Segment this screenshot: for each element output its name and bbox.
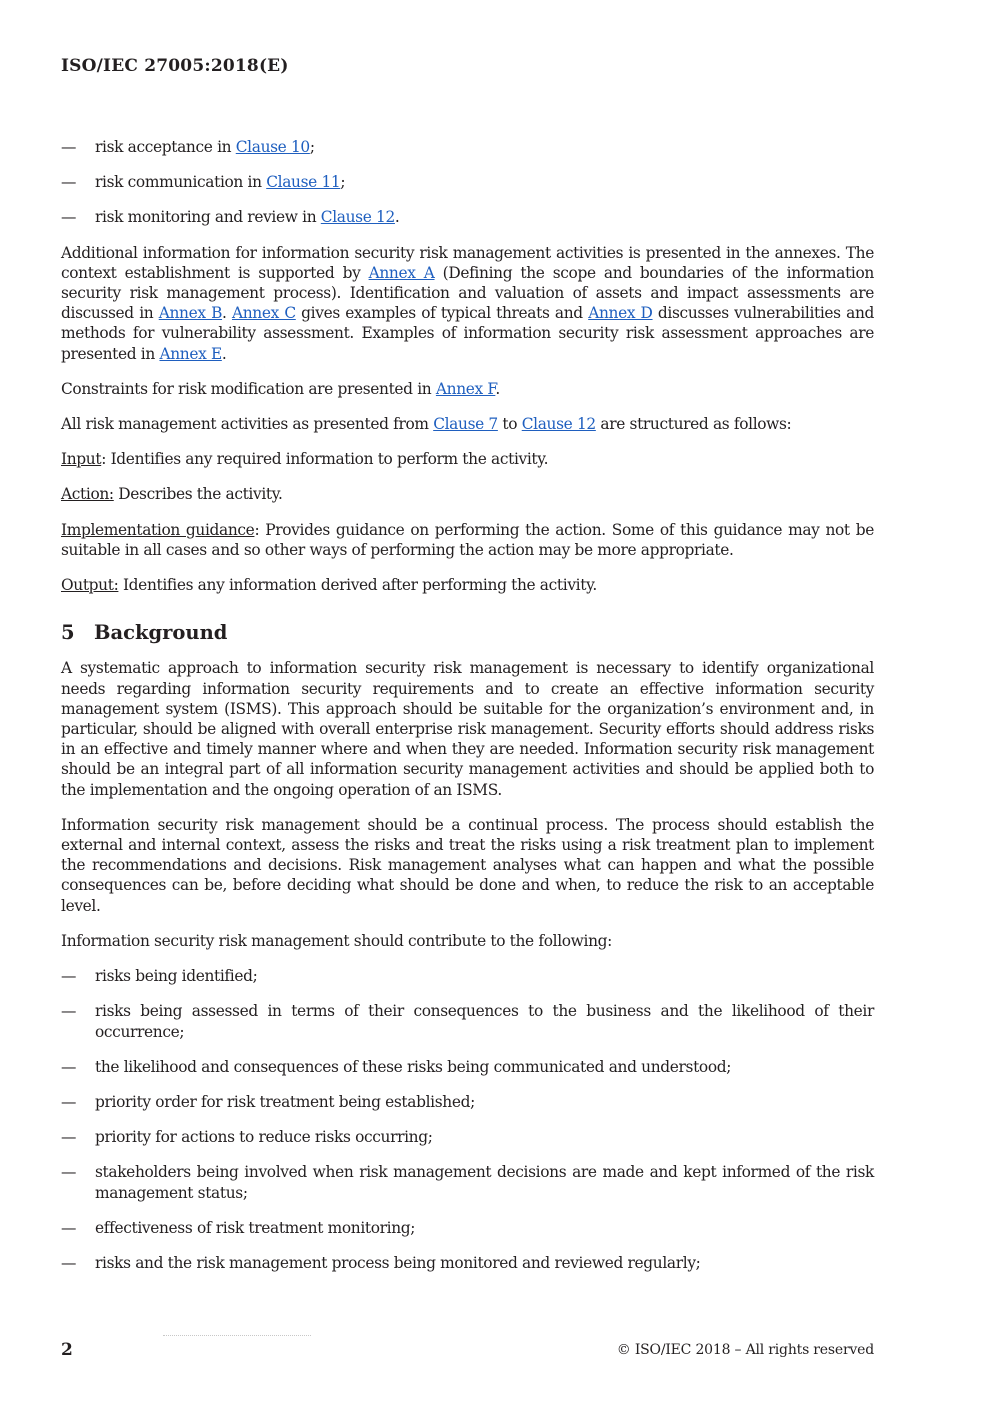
clause-11-link[interactable]: Clause 11 — [266, 173, 341, 192]
list-item-text: risks being identified; — [95, 967, 258, 986]
list-item — [61, 137, 874, 157]
dash-bullet: — — [61, 1092, 77, 1111]
dash-bullet: — — [61, 1163, 77, 1182]
definition-text: : Provides guidance on performing the action. Some of this guidance may not be suitable in all cases and so other ways of performing the action may be more appropriate. — [61, 520, 874, 559]
background-paragraph: Information security risk management should contribute to the following: — [61, 931, 612, 950]
list-item-text: effectiveness of risk treatment monitoring; — [95, 1218, 416, 1237]
list-item-text: stakeholders being involved when risk management decisions are made and kept informed of the risk management status; — [95, 1163, 874, 1202]
definition-input — [61, 449, 874, 469]
list-item-text: the likelihood and consequences of these risks being communicated and understood; — [95, 1057, 732, 1076]
definition-output — [61, 575, 874, 595]
document-header: ISO/IEC 27005:2018(E) — [61, 56, 289, 76]
paragraph-text: to — [497, 415, 522, 434]
paragraph-text: . — [221, 344, 227, 363]
definition-implementation-guidance — [61, 520, 874, 560]
list-item-punct: . — [394, 208, 400, 227]
constraints-paragraph — [61, 379, 874, 399]
paragraph-text: Additional information for information security risk management activities is presented in the annexes. The context establishment is supported by — [61, 243, 874, 282]
page-body — [61, 137, 874, 1288]
definition-term: Action: — [61, 485, 114, 504]
page-number: 2 — [61, 1340, 73, 1360]
structure-paragraph — [61, 414, 874, 434]
list-item — [61, 1001, 874, 1041]
clause-7-link[interactable]: Clause 7 — [433, 415, 498, 434]
clause-12-link[interactable]: Clause 12 — [320, 208, 395, 227]
definition-term: Output: — [61, 576, 119, 595]
definition-text: : Identifies any required information to perform the activity. — [101, 450, 549, 469]
background-paragraph: Information security risk management should be a continual process. The process should establish the external and internal context, assess the risks and treat the risks using a risk treatment plan to implement the recommendations and decisions. Risk management analyses what can happen and what the possible consequences can be, before deciding what should be done and when, to reduce the risk to an acceptable level. — [61, 815, 874, 915]
definition-text: Describes the activity. — [113, 485, 283, 504]
background-paragraph: A systematic approach to information security risk management is necessary to identify organizational needs regarding information security requirements and to create an effective information security management system (ISMS). This approach should be suitable for the organization’s environment and, in particular, should be aligned with overall enterprise risk management. Security efforts should address risks in an effective and timely manner where and when they are needed. Information security risk management should be an integral part of all information security management activities and should be applied both to the implementation and the ongoing operation of an ISMS. — [61, 659, 874, 799]
annex-c-link[interactable]: Annex C — [231, 304, 296, 323]
section-heading — [61, 623, 874, 643]
list-item-text: risk communication in — [95, 173, 267, 192]
list-item-text: risks and the risk management process being monitored and reviewed regularly; — [95, 1253, 701, 1272]
definition-action — [61, 484, 874, 504]
dash-bullet: — — [61, 173, 77, 192]
list-item-text: priority order for risk treatment being established; — [95, 1092, 475, 1111]
dash-bullet: — — [61, 967, 77, 986]
list-item-punct: ; — [340, 173, 346, 192]
dash-bullet: — — [61, 1002, 77, 1021]
dash-bullet: — — [61, 1057, 77, 1076]
clause-10-link[interactable]: Clause 10 — [235, 138, 310, 156]
list-item-text: priority for actions to reduce risks occurring; — [95, 1128, 433, 1147]
annexes-paragraph — [61, 243, 874, 364]
paragraph-text: gives examples of typical threats and — [295, 304, 589, 323]
list-item — [61, 1127, 874, 1147]
annex-e-link[interactable]: Annex E — [159, 344, 222, 363]
dash-bullet: — — [61, 1128, 77, 1147]
dash-bullet: — — [61, 138, 77, 156]
list-item — [61, 1253, 874, 1273]
list-item-punct: ; — [309, 138, 315, 156]
annex-d-link[interactable]: Annex D — [588, 304, 653, 323]
dash-bullet: — — [61, 208, 77, 227]
definition-term: Implementation guidance — [61, 520, 255, 539]
annex-a-link[interactable]: Annex A — [368, 263, 435, 282]
list-item — [61, 1162, 874, 1202]
list-item-text: risks being assessed in terms of their consequences to the business and the likelihood of their occurrence; — [95, 1002, 874, 1041]
dash-bullet: — — [61, 1253, 77, 1272]
clause-12-link[interactable]: Clause 12 — [521, 415, 596, 434]
section-number: 5 — [61, 621, 75, 645]
annex-b-link[interactable]: Annex B — [158, 304, 223, 323]
list-item — [61, 1057, 874, 1077]
definition-term: Input — [61, 450, 102, 469]
paragraph-text: discusses vulnerabilities and methods for vulnerability assessment. Examples of information security risk assessment approaches are presented in — [61, 304, 875, 363]
copyright-notice: © ISO/IEC 2018 – All rights reserved — [616, 1342, 874, 1358]
paragraph-text: Constraints for risk modification are presented in — [61, 379, 436, 398]
list-item — [61, 966, 874, 986]
dash-bullet: — — [61, 1218, 77, 1237]
list-item — [61, 1092, 874, 1112]
annex-f-link[interactable]: Annex F — [435, 379, 496, 398]
paragraph-text: are structured as follows: — [595, 415, 792, 434]
list-item — [61, 207, 874, 227]
section-title: Background — [94, 621, 228, 645]
paragraph-text: . — [222, 304, 232, 323]
definition-text: Identifies any information derived after performing the activity. — [118, 576, 597, 595]
paragraph-text: . — [495, 379, 500, 398]
list-item — [61, 1218, 874, 1238]
footer-watermark — [163, 1335, 311, 1336]
list-item-text: risk monitoring and review in — [95, 208, 321, 227]
list-item — [61, 172, 874, 192]
list-item-text: risk acceptance in — [95, 138, 236, 156]
paragraph-text: (Defining the scope and boundaries of the information security risk management process). Identification and valuation of assets and impact assessments are discussed in — [61, 263, 874, 323]
paragraph-text: All risk management activities as presented from — [61, 415, 434, 434]
